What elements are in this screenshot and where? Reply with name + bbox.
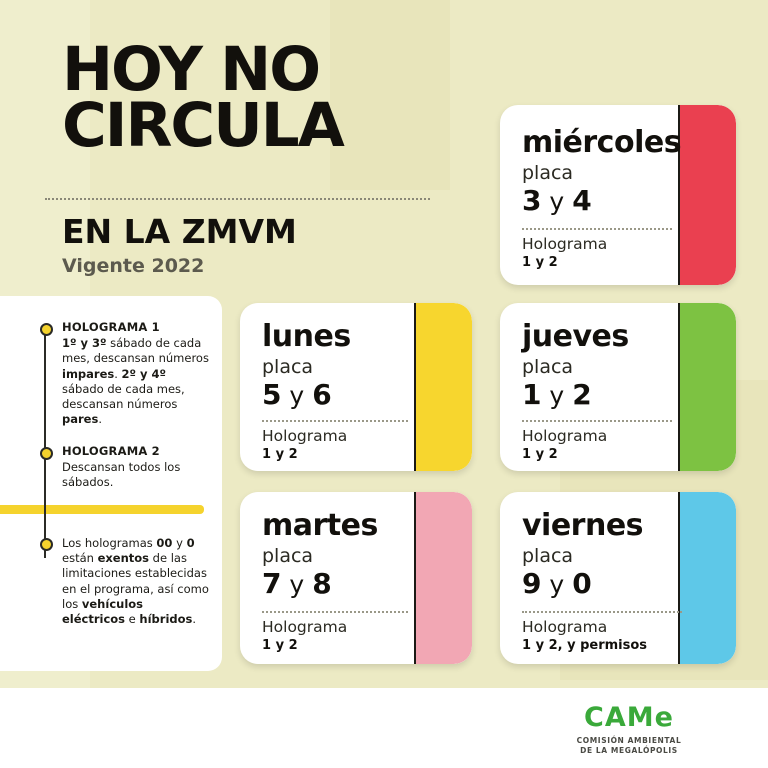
conjunction: y	[281, 570, 313, 599]
info-item-heading: HOLOGRAMA 2	[62, 444, 160, 458]
page-title	[62, 34, 343, 162]
timeline-dot-2	[40, 447, 53, 460]
color-strip-lunes	[416, 303, 472, 471]
info-item-exentos	[62, 536, 210, 627]
plate-numbers	[522, 378, 592, 411]
holograma-label: Holograma	[262, 618, 348, 636]
holograma-value: 1 y 2	[522, 255, 558, 270]
plate-number-a: 3	[522, 184, 542, 217]
plate-number-a: 1	[522, 378, 542, 411]
card-divider	[522, 228, 672, 230]
card-divider	[522, 420, 672, 422]
color-strip-viernes	[680, 492, 736, 664]
plate-label: placa	[522, 162, 574, 184]
day-card-miercoles[interactable]	[500, 105, 736, 285]
card-divider	[262, 611, 408, 613]
plate-number-b: 0	[572, 567, 592, 600]
conjunction: y	[541, 381, 573, 410]
logo-subtitle	[544, 736, 714, 756]
day-name: lunes	[262, 319, 351, 354]
day-name: viernes	[522, 508, 644, 543]
background-block-top	[330, 0, 450, 190]
plate-label: placa	[262, 545, 314, 567]
conjunction: y	[541, 570, 573, 599]
holograma-value: 1 y 2	[262, 447, 298, 462]
came-logo-icon: CAMe	[584, 702, 674, 733]
info-item-holograma-2	[62, 444, 210, 491]
plate-number-b: 4	[572, 184, 592, 217]
strip-divider	[678, 303, 680, 471]
day-card-jueves[interactable]	[500, 303, 736, 471]
color-strip-martes	[416, 492, 472, 664]
day-card-lunes[interactable]	[240, 303, 472, 471]
info-item-body: Los hologramas 00 y 0 están exentos de las limitaciones establecidas en el programa, así como los vehículos eléctricos e híbridos.	[62, 536, 209, 626]
day-card-martes[interactable]	[240, 492, 472, 664]
holograma-label: Holograma	[522, 235, 608, 253]
strip-divider	[678, 492, 680, 664]
plate-label: placa	[262, 356, 314, 378]
title-divider	[45, 198, 430, 200]
card-divider	[262, 420, 408, 422]
holograma-value: 1 y 2, y permisos	[522, 638, 648, 653]
title-line-1: HOY NO	[62, 34, 320, 105]
holograma-label: Holograma	[262, 427, 348, 445]
plate-numbers	[522, 184, 592, 217]
plate-numbers	[262, 378, 332, 411]
color-strip-miercoles	[680, 105, 736, 285]
strip-divider	[414, 303, 416, 471]
logo-subtitle-line-1: COMISIÓN AMBIENTAL	[576, 736, 682, 745]
info-item-body: Descansan todos los sábados.	[62, 460, 181, 490]
plate-number-b: 8	[312, 567, 332, 600]
day-name: martes	[262, 508, 378, 543]
timeline-line	[44, 330, 46, 558]
info-item-body: 1º y 3º sábado de cada mes, descansan números impares. 2º y 4º sábado de cada mes, descansan números pares.	[62, 336, 209, 427]
holograma-value: 1 y 2	[262, 638, 298, 653]
plate-number-b: 6	[312, 378, 332, 411]
plate-label: placa	[522, 545, 574, 567]
plate-label: placa	[522, 356, 574, 378]
day-name: miércoles	[522, 125, 682, 160]
accent-bar	[0, 505, 204, 514]
validity-label: Vigente 2022	[62, 255, 205, 277]
strip-divider	[414, 492, 416, 664]
logo-subtitle-line-2: DE LA MEGALÓPOLIS	[580, 746, 678, 756]
subtitle: EN LA ZMVM	[62, 212, 297, 251]
color-strip-jueves	[680, 303, 736, 471]
info-item-heading: HOLOGRAMA 1	[62, 320, 160, 334]
conjunction: y	[281, 381, 313, 410]
conjunction: y	[541, 187, 573, 216]
plate-numbers	[522, 567, 592, 600]
title-line-2: CIRCULA	[62, 90, 343, 162]
day-name: jueves	[522, 319, 629, 354]
holograma-label: Holograma	[522, 427, 608, 445]
timeline-dot-1	[40, 323, 53, 336]
card-divider	[522, 611, 682, 613]
plate-numbers	[262, 567, 332, 600]
plate-number-b: 2	[572, 378, 592, 411]
holograma-label: Holograma	[522, 618, 608, 636]
plate-number-a: 9	[522, 567, 542, 600]
plate-number-a: 5	[262, 378, 282, 411]
timeline-dot-3	[40, 538, 53, 551]
plate-number-a: 7	[262, 567, 282, 600]
holograma-value: 1 y 2	[522, 447, 558, 462]
day-card-viernes[interactable]	[500, 492, 736, 664]
info-item-holograma-1	[62, 320, 210, 427]
logo	[544, 704, 714, 756]
